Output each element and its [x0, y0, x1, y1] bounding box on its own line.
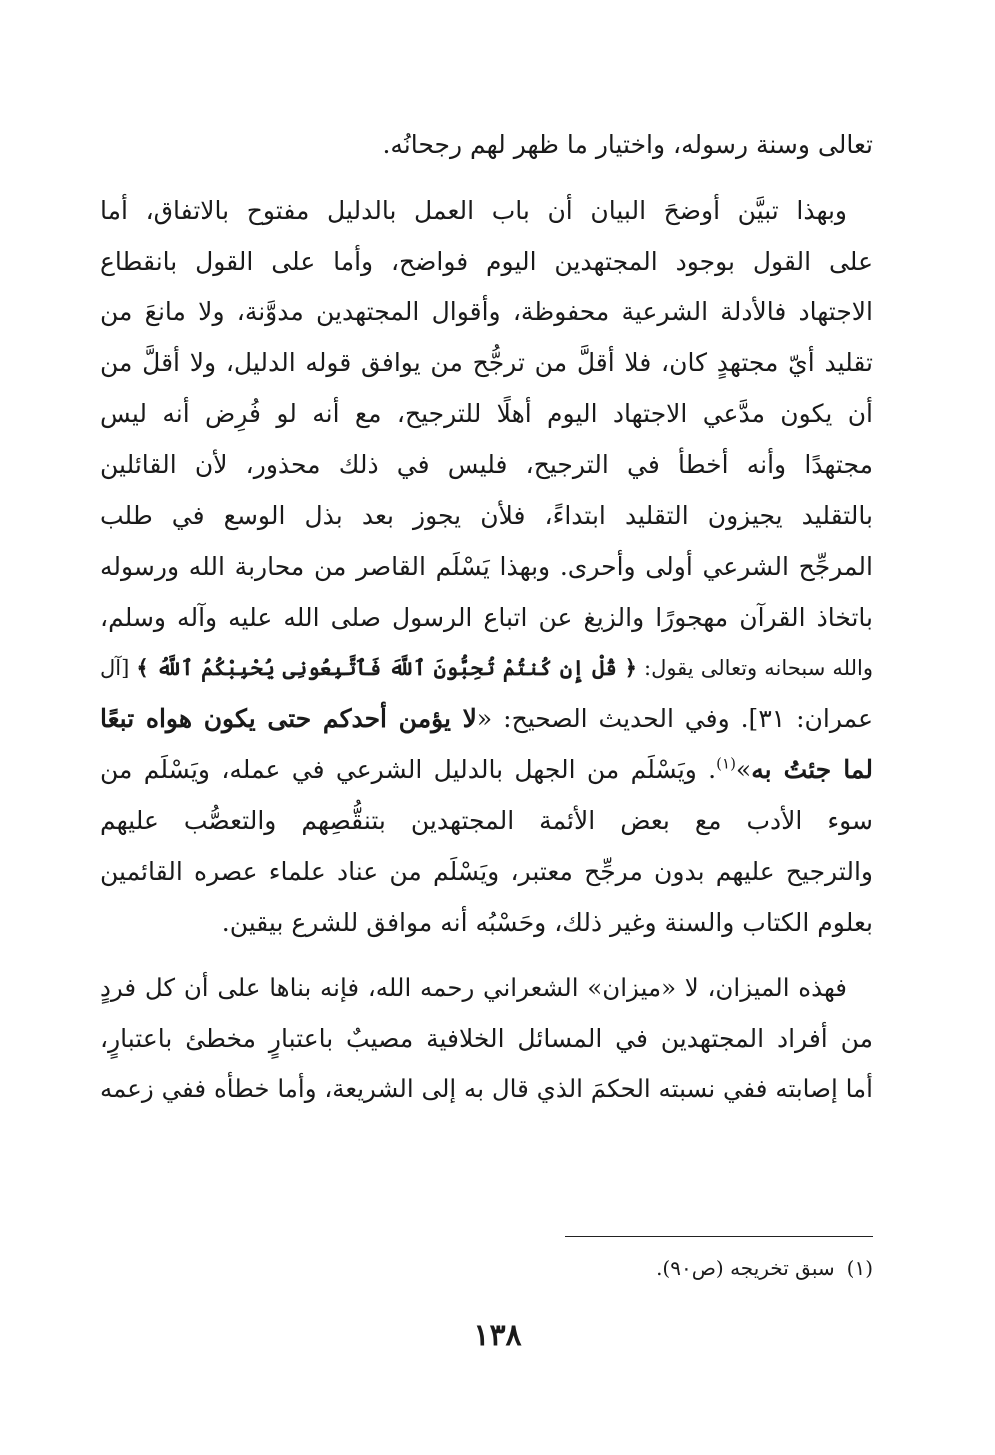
quran-line	[100, 646, 873, 690]
text-line: أما إصابته ففي نسبته الحكمَ الذي قال به إلى الشريعة، وأما خطأه ففي زعمه	[100, 1074, 873, 1103]
text-line: باتخاذ القرآن مهجورًا والزيغ عن اتباع الرسول صلى الله عليه وآله وسلم،	[100, 603, 873, 632]
text-line: بعلوم الكتاب والسنة وغير ذلك، وحَسْبُه أنه موافق للشرع بيقين.	[221, 908, 873, 937]
text-line: الاجتهاد فالأدلة الشرعية محفوظة، وأقوال المجتهدين مدوَّنة، ولا مانعَ من	[100, 297, 873, 326]
text-line: والترجيح عليهم بدون مرجِّح معتبر، ويَسْلَم من عناد علماء عصره القائمين	[100, 857, 873, 886]
hadith-end-line	[100, 748, 873, 792]
footnote-text: سبق تخريجه (ص٩٠).	[656, 1256, 835, 1280]
text-line: أن يكون مدَّعي الاجتهاد اليوم أهلًا للترجيح، مع أنه لو فُرِض أنه ليس	[100, 399, 873, 428]
footnote-number: (١)	[846, 1256, 873, 1280]
hadith-intro: عمران: ٣١]. وفي الحديث الصحيح: «	[476, 704, 873, 733]
footnote-reference[interactable]: (١)	[716, 754, 736, 773]
text-line: على القول بوجود المجتهدين اليوم فواضح، وأما على القول بانقطاع	[100, 247, 873, 276]
hadith-continuation: . ويَسْلَم من الجهل بالدليل الشرعي في عمله، ويَسْلَم من	[100, 755, 717, 784]
hadith-close-quote: »	[735, 755, 752, 784]
hadith-line	[100, 697, 873, 741]
footnote-divider	[565, 1236, 873, 1237]
quran-intro: والله سبحانه وتعالى يقول:	[636, 656, 873, 680]
text-line: بالتقليد يجيزون التقليد ابتداءً، فلأن يجوز بعد بذل الوسع في طلب	[100, 501, 873, 530]
text-line: تعالى وسنة رسوله، واختيار ما ظهر لهم رجحانُه.	[382, 130, 873, 159]
page-number: ١٣٨	[473, 1318, 522, 1353]
text-line: تقليد أيّ مجتهدٍ كان، فلا أقلَّ من ترجُّح من يوافق قوله الدليل، ولا أقلَّ من	[100, 348, 873, 377]
text-line: من أفراد المجتهدين في المسائل الخلافية مصيبٌ باعتبارٍ مخطئ باعتبارٍ،	[100, 1024, 873, 1053]
quran-citation: [آل	[100, 656, 137, 680]
text-line: مجتهدًا وأنه أخطأ في الترجيح، فليس في ذلك محذور، لأن القائلين	[100, 450, 873, 479]
text-line: المرجِّح الشرعي أولى وأحرى. وبهذا يَسْلَم القاصر من محاربة الله ورسوله	[100, 552, 873, 581]
hadith-text-end: لما جئتُ به	[751, 755, 873, 784]
footnote	[656, 1253, 873, 1283]
text-line: وبهذا تبيَّن أوضحَ البيان أن باب العمل بالدليل مفتوح بالاتفاق، أما	[100, 196, 847, 225]
text-line: سوء الأدب مع بعض الأئمة المجتهدين بتنقُّصِهم والتعصُّب عليهم	[100, 806, 873, 835]
quran-verse: ﴿ قُلْ إِن كُنتُمْ تُحِبُّونَ ٱللَّهَ فَٱتَّبِعُونِى يُحْبِبْكُمُ ٱللَّهُ ﴾	[136, 655, 637, 680]
text-line: فهذه الميزان، لا «ميزان» الشعراني رحمه الله، فإنه بناها على أن كل فردٍ	[100, 973, 847, 1002]
hadith-text: لا يؤمن أحدكم حتى يكون هواه تبعًا	[100, 704, 477, 733]
